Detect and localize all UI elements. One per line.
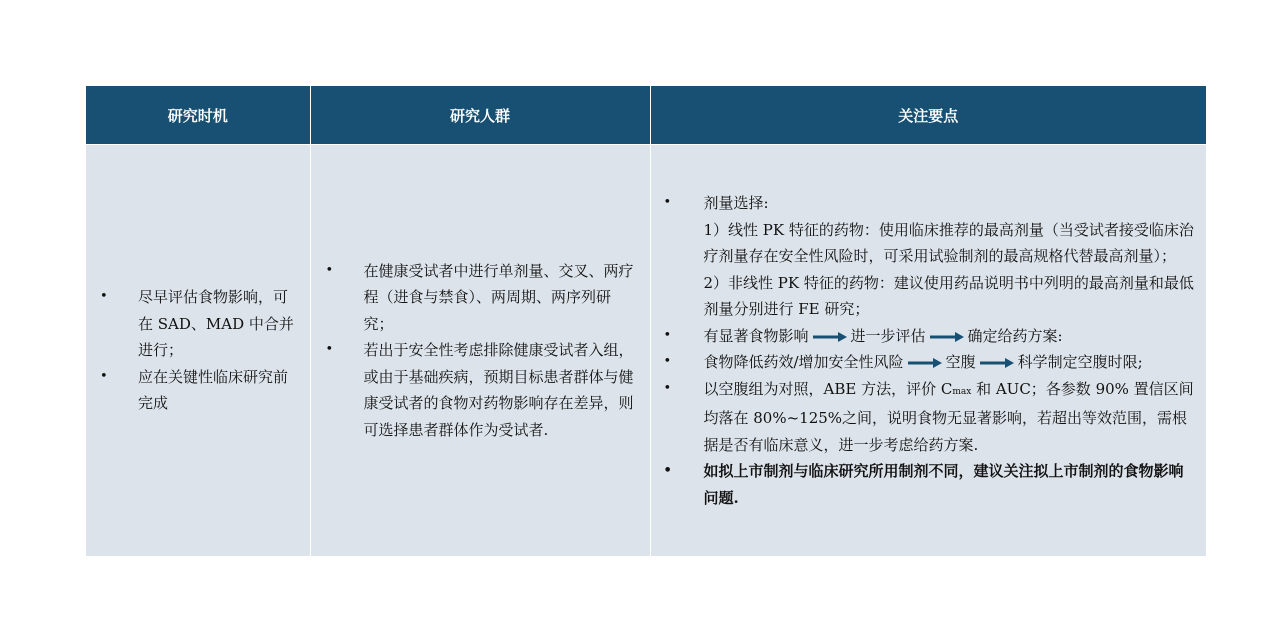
timing-item: • 应在关键性临床研究前完成 xyxy=(138,364,302,417)
bold-note-item: • 如拟上市制剂与临床研究所用制剂不同，建议关注拟上市制剂的食物影响问题. xyxy=(704,458,1195,511)
dose-linear: 1）线性 PK 特征的药物：使用临床推荐的最高剂量（当受试者接受临床治疗剂量存在安全性风险时，可采用试验制剂的最高规格代替最高剂量）； xyxy=(703,220,1194,265)
dose-selection-item xyxy=(704,190,1195,323)
lower-efficacy-item xyxy=(704,349,1195,376)
key-points-cell xyxy=(650,145,1206,557)
header-key-points: 关注要点 xyxy=(650,86,1206,145)
sig-text-a: 有显著食物影响 xyxy=(703,326,809,345)
arrow-right-icon xyxy=(813,332,847,342)
abe-text-b: 和 AUC；各参数 90% 置信区间均落在 80%~125%之间，说明食物无显著影响，若超出等效范围，需根据是否有临床意义，进一步考虑给药方案. xyxy=(703,379,1194,454)
arrow-right-icon xyxy=(930,332,964,342)
arrow-right-icon xyxy=(980,358,1014,368)
food-effect-table xyxy=(86,86,1206,556)
abe-method-item xyxy=(704,376,1195,459)
header-row xyxy=(86,86,1206,145)
population-list xyxy=(311,258,650,444)
timing-list xyxy=(86,284,310,417)
header-timing: 研究时机 xyxy=(86,86,310,145)
timing-cell xyxy=(86,145,310,557)
arrow-right-icon xyxy=(908,358,942,368)
header-population: 研究人群 xyxy=(310,86,650,145)
sig-text-c: 确定给药方案: xyxy=(967,326,1063,345)
abe-text-a: 以空腹组为对照，ABE 方法，评价 C xyxy=(703,379,953,398)
dose-title: • 剂量选择: xyxy=(703,194,769,212)
lower-text-a: 食物降低药效/增加安全性风险 xyxy=(703,353,904,371)
lower-text-c: 科学制定空腹时限; xyxy=(1017,353,1143,371)
key-points-list xyxy=(651,190,1207,511)
lower-text-b: 空腹 xyxy=(945,353,976,371)
population-item: • 若出于安全性考虑排除健康受试者入组，或由于基础疾病，预期目标患者群体与健康受试者的食物对药物影响存在差异，则可选择患者群体作为受试者. xyxy=(364,337,640,443)
timing-item: • 尽早评估食物影响，可在 SAD、MAD 中合并进行； xyxy=(138,284,302,364)
cmax-subscript: max xyxy=(952,386,972,397)
population-item: • 在健康受试者中进行单剂量、交叉、两疗程（进食与禁食）、两周期、两序列研究； xyxy=(364,258,640,338)
body-row xyxy=(86,145,1206,557)
population-cell xyxy=(310,145,650,557)
dose-nonlinear: 2）非线性 PK 特征的药物：建议使用药品说明书中列明的最高剂量和最低剂量分别进行 FE 研究； xyxy=(703,273,1194,318)
significant-effect-item xyxy=(704,323,1195,350)
sig-text-b: 进一步评估 xyxy=(850,326,926,345)
